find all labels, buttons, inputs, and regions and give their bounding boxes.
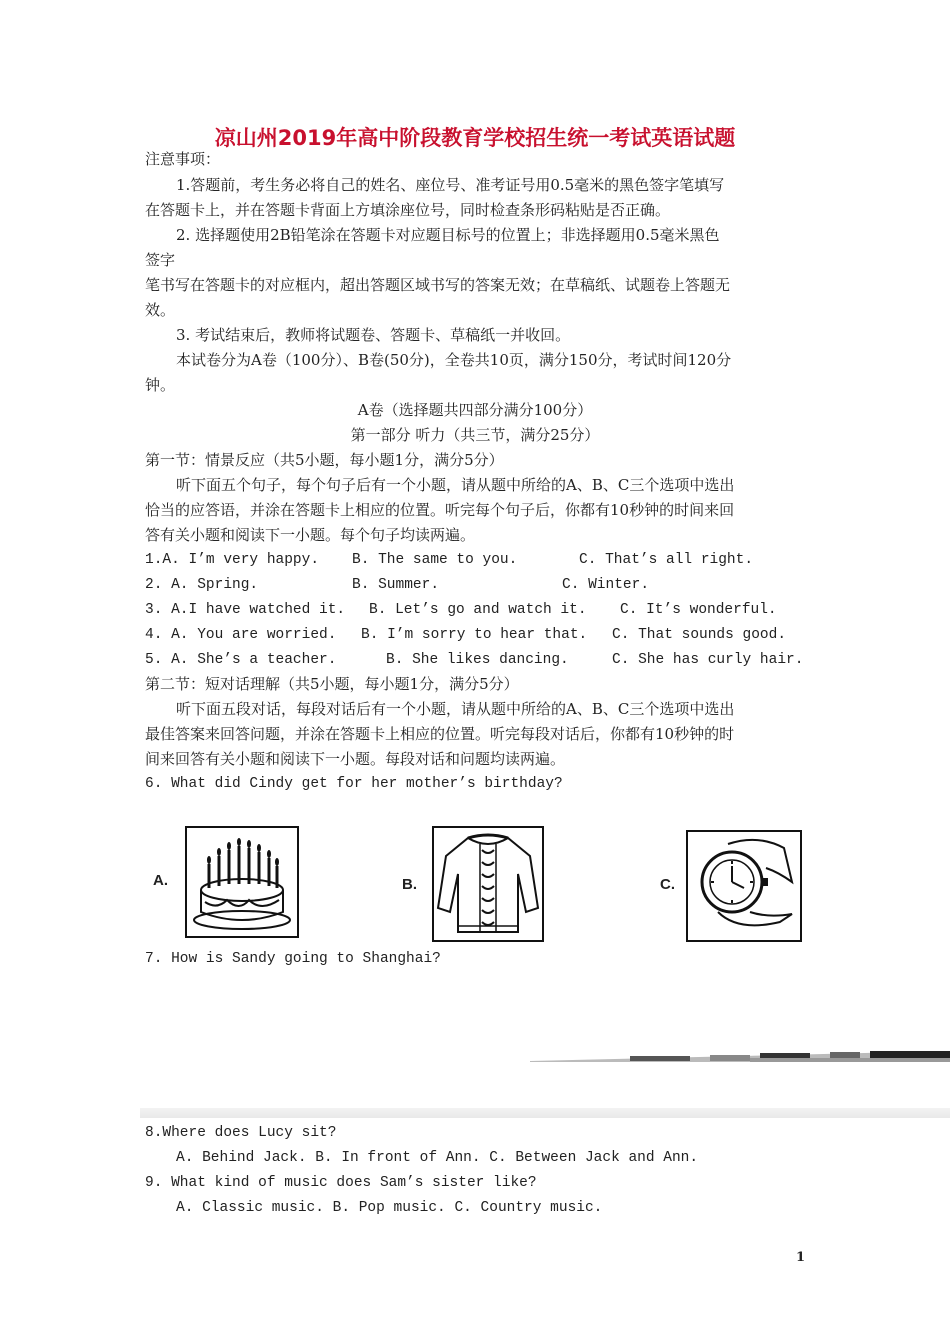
section-1-heading: 第一节：情景反应（共5小题，每小题1分，满分5分） [145, 451, 504, 469]
q4-option-c: C. That sounds good. [612, 627, 787, 643]
q5-option-b: B. She likes dancing. [386, 652, 569, 668]
notice-item-2-cont2: 笔书写在答题卡的对应框内，超出答题区域书写的答案无效；在草稿纸、试题卷上答题无 [145, 276, 731, 294]
notice-item-2-cont3: 效。 [145, 301, 176, 319]
wristwatch-icon [686, 830, 802, 942]
q5-option-c: C. She has curly hair. [612, 652, 804, 668]
q3-option-a: 3. A.I have watched it. [145, 602, 346, 618]
q6-question: 6. What did Cindy get for her mother’s birthday? [145, 776, 563, 792]
q6-label-b: B. [402, 876, 417, 893]
scan-band [140, 1108, 950, 1118]
q3-option-c: C. It’s wonderful. [620, 602, 777, 618]
section-2-instructions: 听下面五段对话，每段对话后有一个小题，请从题中所给的A、B、C三个选项中选出 [176, 700, 735, 718]
notice-item-1: 1.答题前，考生务必将自己的姓名、座位号、准考证号用0.5毫米的黑色签字笔填写 [176, 176, 725, 194]
q2-option-c: C. Winter. [562, 577, 650, 593]
section-2-instructions-cont: 最佳答案来回答问题，并涂在答题卡上相应的位置。听完每段对话后，你都有10秒钟的时 [145, 725, 735, 743]
q3-option-b: B. Let’s go and watch it. [369, 602, 587, 618]
sweater-icon [432, 826, 544, 942]
section-1-instructions: 听下面五个句子，每个句子后有一个小题，请从题中所给的A、B、C三个选项中选出 [176, 476, 735, 494]
q1-option-a: 1.A. I’m very happy. [145, 552, 320, 568]
q7-question: 7. How is Sandy going to Shanghai? [145, 951, 441, 967]
section-1-instructions-cont: 恰当的应答语，并涂在答题卡上相应的位置。听完每个句子后，你都有10秒钟的时间来回 [145, 501, 735, 519]
q4-option-b: B. I’m sorry to hear that. [361, 627, 588, 643]
section-2-heading: 第二节：短对话理解（共5小题，每小题1分，满分5分） [145, 675, 519, 693]
scan-artifact [530, 1048, 950, 1062]
q8-options: A. Behind Jack. B. In front of Ann. C. Between Jack and Ann. [176, 1150, 699, 1166]
notice-item-2: 2. 选择题使用2B铅笔涂在答题卡对应题目标号的位置上；非选择题用0.5毫米黑色 [176, 226, 720, 244]
notice-item-2-cont: 签字 [145, 251, 176, 269]
paper-info: 本试卷分为A卷（100分）、B卷(50分)，全卷共10页，满分150分，考试时间120分 [176, 351, 732, 369]
q1-option-c: C. That’s all right. [579, 552, 754, 568]
q1-option-b: B. The same to you. [352, 552, 518, 568]
page-title: 凉山州2019年高中阶段教育学校招生统一考试英语试题 [214, 126, 736, 150]
notice-item-1-cont: 在答题卡上，并在答题卡背面上方填涂座位号，同时检查条形码粘贴是否正确。 [145, 201, 671, 219]
q9-options: A. Classic music. B. Pop music. C. Country music. [176, 1200, 603, 1216]
q6-label-c: C. [660, 876, 675, 893]
q2-option-a: 2. A. Spring. [145, 577, 259, 593]
part-1-heading: 第一部分 听力（共三节，满分25分） [350, 426, 600, 444]
section-1-instructions-cont2: 答有关小题和阅读下一小题。每个句子均读两遍。 [145, 526, 476, 544]
section-2-instructions-cont2: 间来回答有关小题和阅读下一小题。每段对话和问题均读两遍。 [145, 750, 566, 768]
q8-question: 8.Where does Lucy sit? [145, 1125, 337, 1141]
birthday-cake-icon [185, 826, 299, 938]
page-number: 1 [796, 1250, 806, 1265]
section-a-heading: A卷（选择题共四部分满分100分） [357, 401, 593, 419]
q6-label-a: A. [153, 872, 168, 889]
notice-item-3: 3. 考试结束后，教师将试题卷、答题卡、草稿纸一并收回。 [176, 326, 571, 344]
q2-option-b: B. Summer. [352, 577, 440, 593]
notice-heading: 注意事项： [145, 150, 221, 168]
q5-option-a: 5. A. She’s a teacher. [145, 652, 337, 668]
paper-info-cont: 钟。 [145, 376, 176, 394]
q9-question: 9. What kind of music does Sam’s sister like? [145, 1175, 537, 1191]
q4-option-a: 4. A. You are worried. [145, 627, 337, 643]
